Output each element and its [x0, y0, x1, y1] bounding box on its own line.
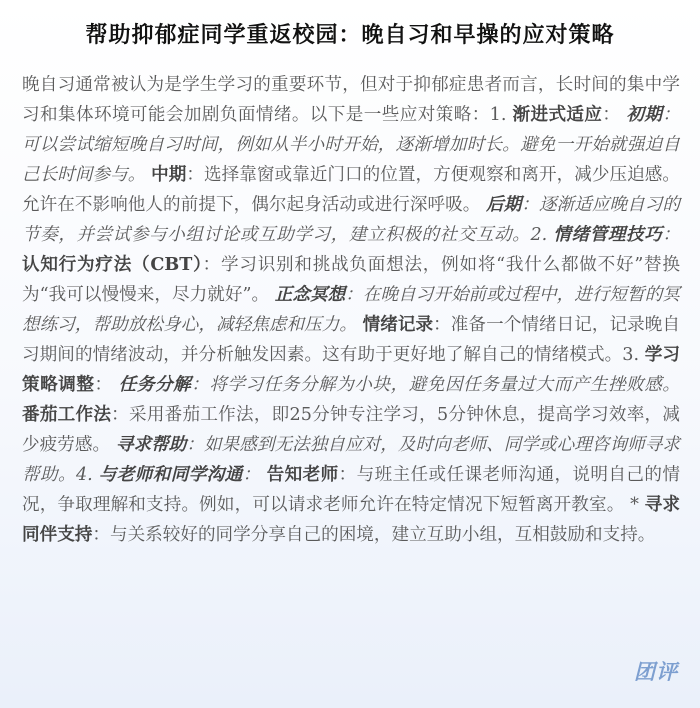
label-tomato: 番茄工作法	[22, 404, 112, 425]
text-diary: ：准备一个情绪日记，记录晚自习期间的情绪波动，并分析触发因素。这有助于更好地了解自己的情绪模式。3.	[22, 315, 680, 365]
text-task: ：将学习任务分解为小块，避免因任务量过大而产生挫败感。	[191, 375, 680, 395]
text-tell-teacher: ：与班主任或任课老师沟通，说明自己的情况，争取理解和支持。例如，可以请求老师允许在特定情况下短暂离开教室。 *	[22, 465, 680, 515]
label-late: 后期	[486, 194, 522, 215]
label-mindfulness: 正念冥想	[274, 284, 346, 305]
label-task: 任务分解	[118, 374, 192, 395]
label-cbt: 认知行为疗法（CBT）	[22, 254, 203, 275]
label-help: 寻求帮助	[115, 434, 187, 455]
label-early: 初期	[626, 104, 663, 125]
text-early: ：可以尝试缩短晚自习时间，例如从半小时开始，逐渐增加时长。避免一开始就强迫自己长时间参与。	[22, 105, 680, 185]
intro-text: 晚自习通常被认为是学生学习的重要环节，但对于抑郁症患者而言，长时间的集中学习和集体环境可能会加剧负面情绪。以下是一些应对策略：1.	[22, 75, 680, 125]
label-peer-support: 寻求同伴支持	[22, 494, 680, 545]
text-mindfulness: ：在晚自习开始前或过程中，进行短暂的冥想练习，帮助放松身心，减轻焦虑和压力。	[22, 285, 680, 335]
section-heading-1: 渐进式适应	[512, 104, 603, 125]
text-mid: ：选择靠窗或靠近门口的位置，方便观察和离开，减少压迫感。允许在不影响他人的前提下，偶尔起身活动或进行深呼吸。	[22, 165, 680, 215]
section-heading-4: 与老师和同学沟通	[98, 464, 243, 485]
text-cbt: ：学习识别和挑战负面想法，例如将“我什么都做不好”替换为“我可以慢慢来，尽力就好”。	[22, 255, 680, 305]
label-diary: 情绪记录	[362, 314, 434, 335]
separator: ：	[602, 105, 627, 125]
label-mid: 中期	[151, 164, 187, 185]
text-peer-support: ：与关系较好的同学分享自己的困境，建立互助小组，互相鼓励和支持。	[92, 525, 656, 545]
section-heading-2: 情绪管理技巧	[553, 224, 663, 245]
watermark-logo: 团评	[634, 660, 678, 684]
article-body	[22, 70, 680, 550]
separator: ：	[662, 225, 680, 245]
separator: ：	[242, 465, 267, 485]
separator: ：	[94, 375, 119, 395]
text-help: ：如果感到无法独自应对，及时向老师、同学或心理咨询师寻求帮助。4.	[22, 435, 680, 485]
section-heading-3: 学习策略调整	[22, 344, 680, 395]
text-late: ：逐渐适应晚自习的节奏，并尝试参与小组讨论或互助学习，建立积极的社交互动。2.	[22, 195, 680, 245]
page-title: 帮助抑郁症同学重返校园：晚自习和早操的应对策略	[85, 22, 615, 48]
text-tomato: ：采用番茄工作法，即25分钟专注学习，5分钟休息，提高学习效率，减少疲劳感。	[22, 405, 680, 455]
label-tell-teacher: 告知老师	[266, 464, 339, 485]
